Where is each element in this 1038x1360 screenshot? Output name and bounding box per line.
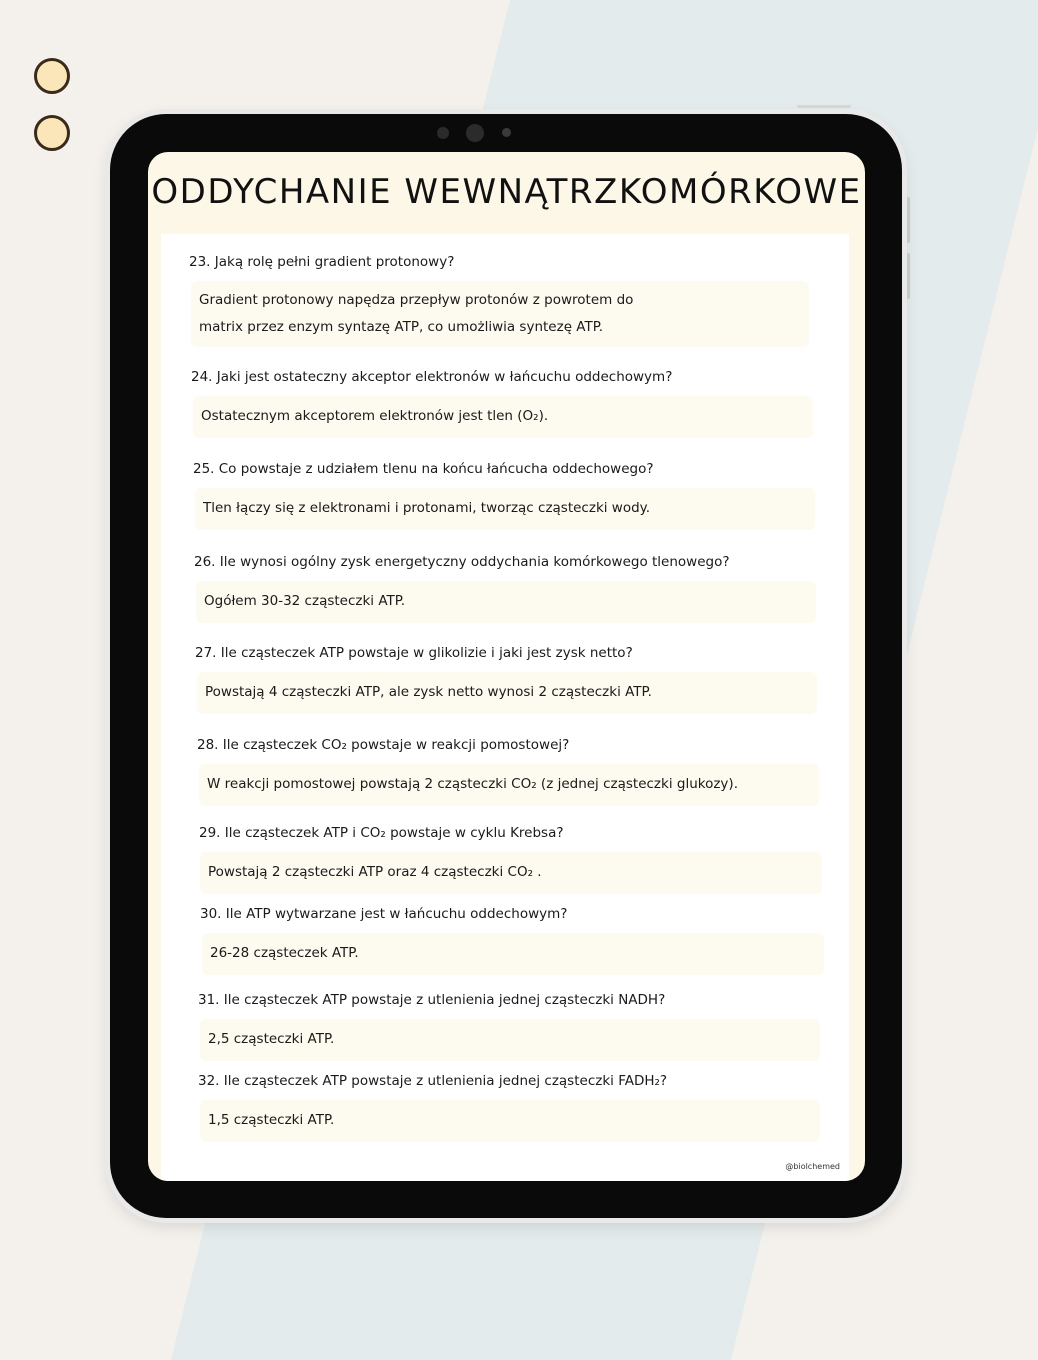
tablet-frame xyxy=(110,114,902,1218)
answer-31-text: 2,5 cząsteczki ATP. xyxy=(208,1031,335,1047)
answer-23 xyxy=(191,281,809,347)
answer-25-text: Tlen łączy się z elektronami i protonami, tworząc cząsteczki wody. xyxy=(203,500,651,516)
background-line xyxy=(797,105,851,108)
tablet-screen xyxy=(148,152,865,1181)
binder-ring-icon xyxy=(34,115,70,151)
question-26: 26. Ile wynosi ogólny zysk energetyczny oddychania komórkowego tlenowego? xyxy=(194,554,730,570)
question-28: 28. Ile cząsteczek CO₂ powstaje w reakcji pomostowej? xyxy=(197,737,570,753)
sensor-icon xyxy=(437,127,449,139)
sensor-icon xyxy=(502,128,511,137)
answer-30 xyxy=(202,933,824,975)
answer-23-line-1: Gradient protonowy napędza przepływ protonów z powrotem do xyxy=(199,292,634,308)
question-24: 24. Jaki jest ostateczny akceptor elektronów w łańcuchu oddechowym? xyxy=(191,369,673,385)
answer-24 xyxy=(193,396,813,438)
worksheet-page xyxy=(161,234,849,1181)
answer-28 xyxy=(199,764,819,806)
question-31: 31. Ile cząsteczek ATP powstaje z utlenienia jednej cząsteczki NADH? xyxy=(198,992,666,1008)
answer-29 xyxy=(200,852,822,894)
question-25: 25. Co powstaje z udziałem tlenu na końcu łańcucha oddechowego? xyxy=(193,461,654,477)
binder-ring-icon xyxy=(34,58,70,94)
answer-24-text: Ostatecznym akceptorem elektronów jest tlen (O₂). xyxy=(201,408,549,424)
answer-23-line-2: matrix przez enzym syntazę ATP, co umożliwia syntezę ATP. xyxy=(199,319,604,335)
answer-32 xyxy=(200,1100,820,1142)
tablet-volume-button xyxy=(907,197,910,243)
answer-28-text: W reakcji pomostowej powstają 2 cząsteczki CO₂ (z jednej cząsteczki glukozy). xyxy=(207,776,738,792)
question-23: 23. Jaką rolę pełni gradient protonowy? xyxy=(189,254,455,270)
question-30: 30. Ile ATP wytwarzane jest w łańcuchu oddechowym? xyxy=(200,906,568,922)
answer-27 xyxy=(197,672,817,714)
answer-25 xyxy=(195,488,815,530)
answer-30-text: 26-28 cząsteczek ATP. xyxy=(210,945,359,961)
page-title: ODDYCHANIE WEWNĄTRZKOMÓRKOWE xyxy=(151,172,862,212)
question-27: 27. Ile cząsteczek ATP powstaje w glikolizie i jaki jest zysk netto? xyxy=(195,645,633,661)
answer-32-text: 1,5 cząsteczki ATP. xyxy=(208,1112,335,1128)
question-32: 32. Ile cząsteczek ATP powstaje z utlenienia jednej cząsteczki FADH₂? xyxy=(198,1073,668,1089)
answer-26-text: Ogółem 30-32 cząsteczki ATP. xyxy=(204,593,406,609)
camera-icon xyxy=(466,124,484,142)
question-29: 29. Ile cząsteczek ATP i CO₂ powstaje w cyklu Krebsa? xyxy=(199,825,564,841)
answer-29-text: Powstają 2 cząsteczki ATP oraz 4 cząsteczki CO₂ . xyxy=(208,864,542,880)
tablet-volume-button xyxy=(907,253,910,299)
author-credit: @biolchemed xyxy=(785,1162,840,1171)
answer-31 xyxy=(200,1019,820,1061)
answer-27-text: Powstają 4 cząsteczki ATP, ale zysk netto wynosi 2 cząsteczki ATP. xyxy=(205,684,652,700)
answer-26 xyxy=(196,581,816,623)
